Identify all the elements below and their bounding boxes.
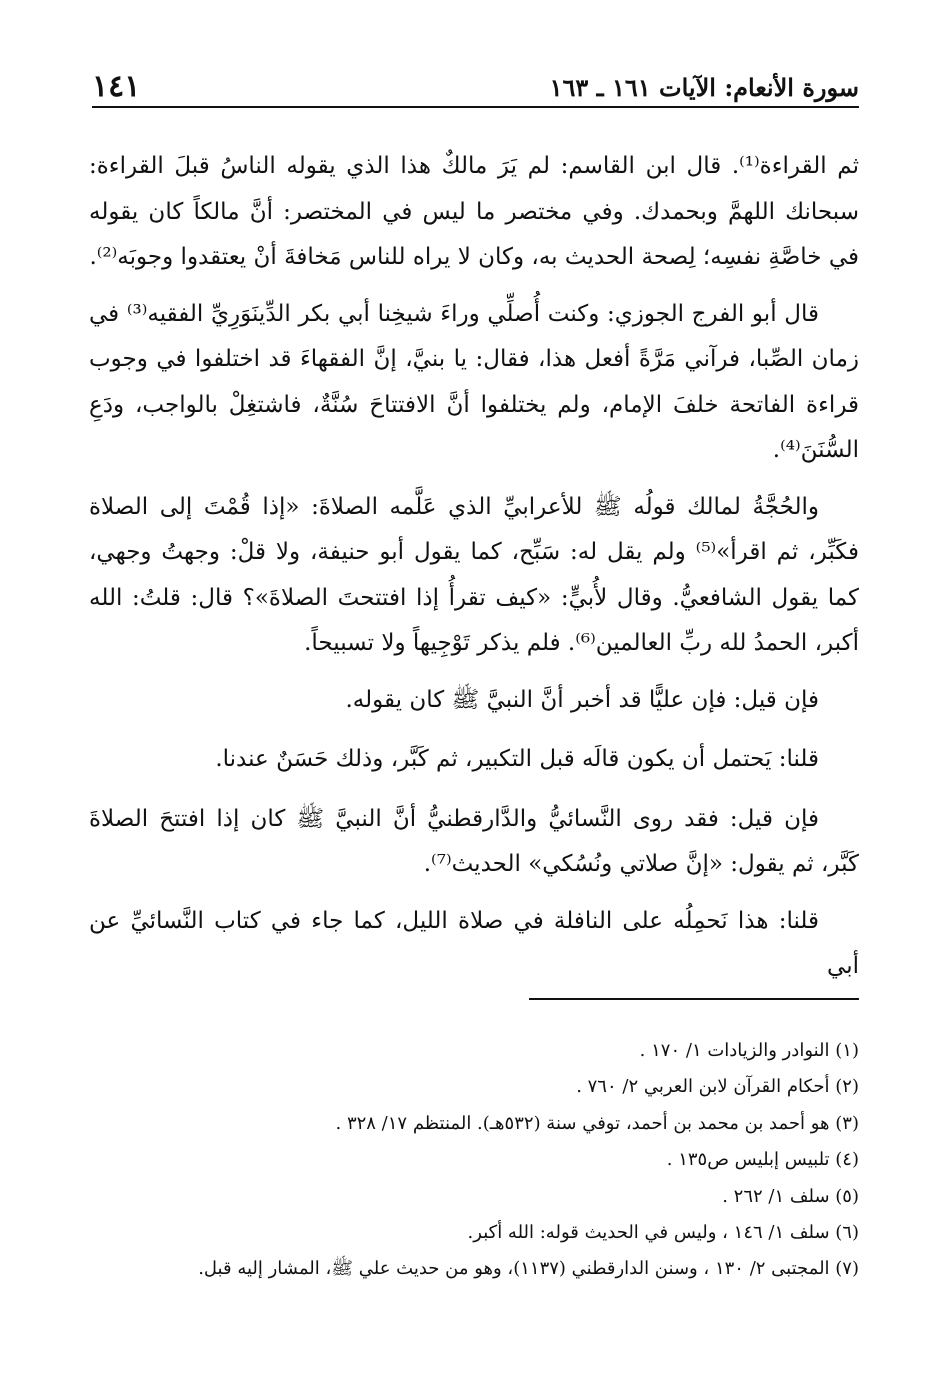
paragraph-6: فإن قيل: فقد روى النَّسائيُّ والدَّارقطنيُّ أنَّ النبيَّ ﷺ كان إذا افتتحَ الصلاةَ كَبَّر، ثم يقول: «إنَّ صلاتي ونُسُكي» الحديث⁽⁷⁾. <box>89 805 859 877</box>
footnote-7: (٧) المجتبى ٢/ ١٣٠ ، وسنن الدارقطني (١١٣٧)، وهو من حديث علي ﷺ، المشار إليه قبل. <box>198 1258 859 1280</box>
footnote-4: (٤) تلبيس إبليس ص١٣٥ . <box>666 1149 859 1171</box>
paragraph-5: قلنا: يَحتمل أن يكون قالَه قبل التكبير، ثم كَبَّر، وذلك حَسَنٌ عندنا. <box>215 746 819 772</box>
paragraph-4: فإن قيل: فإن عليًّا قد أخبر أنَّ النبيَّ ﷺ كان يقوله. <box>345 686 819 713</box>
footnote-6: (٦) سلف ١/ ١٤٦ ، وليس في الحديث قوله: الله أكبر. <box>467 1222 859 1244</box>
paragraph-7: قلنا: هذا نَحمِلُه على النافلة في صلاة الليل، كما جاء في كتاب النَّسائيِّ عن أبي <box>89 907 859 979</box>
paragraph-2: قال أبو الفرج الجوزي: وكنت أُصلِّي وراءَ شيخِنا أبي بكر الدِّينَوَرِيِّ الفقيه⁽³⁾ في زمان الصِّبا، فرآني مَرَّةً أفعل هذا، فقال: يا بنيَّ، إنَّ الفقهاءَ قد اختلفوا في وجوب قراءة الفاتحة خلفَ الإمام، ولم يختلفوا أنَّ الافتتاحَ سُنَّةٌ، فاشتغِلْ بالواجب، ودَعِ السُّنَنَ⁽⁴⁾. <box>89 300 859 463</box>
footnote-divider <box>529 998 859 1000</box>
footnote-5: (٥) سلف ١/ ٢٦٢ . <box>722 1185 859 1207</box>
footnote-3: (٣) هو أحمد بن محمد بن أحمد، توفي سنة (٥٣٢هـ). المنتظم ١٧/ ٣٢٨ . <box>335 1112 859 1134</box>
paragraph-3: والحُجَّةُ لمالك قولُه ﷺ للأعرابيِّ الذي عَلَّمه الصلاةَ: «إذا قُمْتَ إلى الصلاة فكَبِّر، ثم اقرأ»⁽⁵⁾ ولم يقل له: سَبِّح، كما يقول أبو حنيفة، ولا قلْ: وجهتُ وجهي، كما يقول الشافعيُّ. وقال لأُبيٍّ: «كيف تقرأُ إذا افتتحتَ الصلاةَ»؟ قال: قلتُ: الله أكبر، الحمدُ لله ربِّ العالمين⁽⁶⁾. فلم يذكر تَوْجِيهاً ولا تسبيحاً. <box>89 493 859 656</box>
header-title: سورة الأنعام: الآيات ١٦١ ـ ١٦٣ <box>549 73 859 102</box>
page-number: ١٤١ <box>92 69 141 104</box>
footnote-1: (١) النوادر والزيادات ١/ ١٧٠ . <box>639 1040 859 1061</box>
running-header <box>92 62 859 108</box>
paragraph-1: ثم القراءة⁽¹⁾. قال ابن القاسم: لم يَرَ مالكٌ هذا الذي يقوله الناسُ قبلَ القراءة: سبحانك اللهمَّ وبحمدك. وفي مختصر ما ليس في المختصر: أنَّ مالكاً كان يقوله في خاصَّةِ نفسِه؛ لِصحة الحديث به، وكان لا يراه للناس مَخافةَ أنْ يعتقدوا وجوبَه⁽²⁾. <box>89 153 859 270</box>
main-text <box>89 144 859 1001</box>
footnote-2: (٢) أحكام القرآن لابن العربي ٢/ ٧٦٠ . <box>576 1076 859 1098</box>
footnotes <box>89 1033 859 1288</box>
